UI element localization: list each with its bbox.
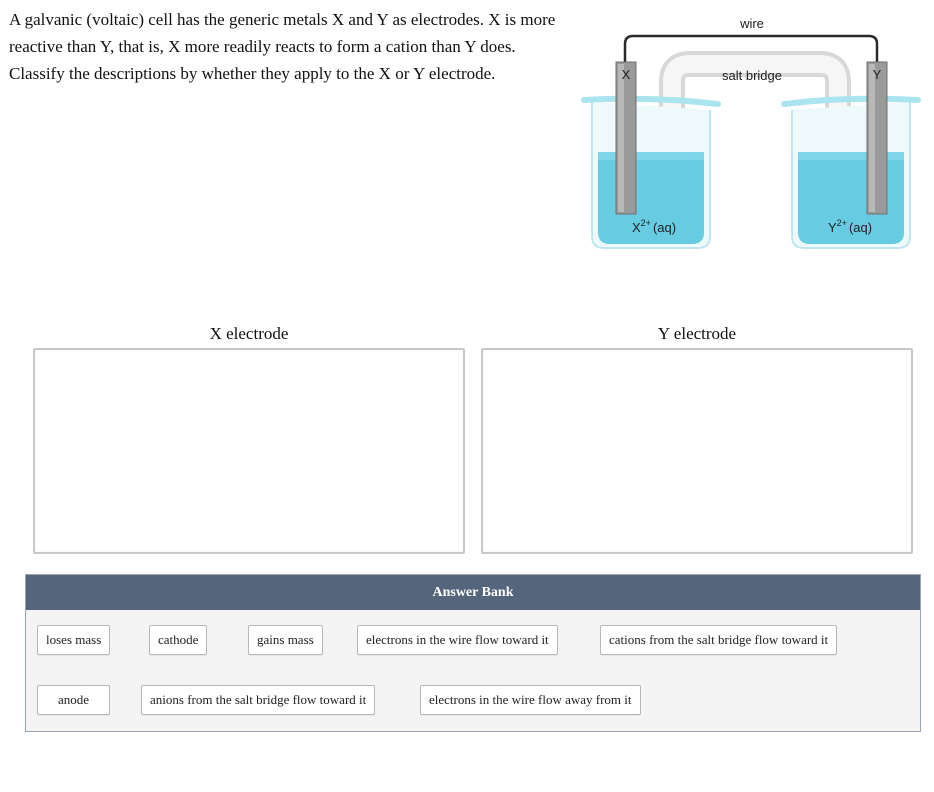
electrode-x-label: X xyxy=(621,67,631,82)
solution-y-label: $Y^{2+}$ (aq) xyxy=(828,218,873,235)
answer-chip-anions-toward[interactable]: anions from the salt bridge flow toward it xyxy=(141,685,375,715)
answer-chip-anode[interactable]: anode xyxy=(37,685,110,715)
answer-chip-electrons-toward[interactable]: electrons in the wire flow toward it xyxy=(357,625,558,655)
question-text: A galvanic (voltaic) cell has the generic metals X and Y as electrodes. X is more reactive than Y, that is, X more readily reacts to form a cation than Y does. Classify the descriptions by whether they apply to the X or Y electrode. xyxy=(9,10,556,83)
x-electrode-title: X electrode xyxy=(209,324,289,343)
answer-chip-cations-toward[interactable]: cations from the salt bridge flow toward it xyxy=(600,625,837,655)
beaker-x xyxy=(584,99,718,248)
salt-bridge-label: salt bridge xyxy=(722,68,782,83)
galvanic-cell-figure xyxy=(580,0,934,270)
answer-chip-loses-mass[interactable]: loses mass xyxy=(37,625,110,655)
answer-chip-gains-mass[interactable]: gains mass xyxy=(248,625,323,655)
y-electrode-title: Y electrode xyxy=(657,324,737,343)
electrode-y-label: Y xyxy=(872,67,882,82)
electrode-y xyxy=(867,62,887,214)
answer-bank xyxy=(25,574,921,732)
electrode-x xyxy=(616,62,636,214)
answer-bank-title: Answer Bank xyxy=(26,575,920,610)
y-electrode-drop-zone[interactable] xyxy=(481,348,913,554)
answer-chip-cathode[interactable]: cathode xyxy=(149,625,207,655)
answer-chip-electrons-away[interactable]: electrons in the wire flow away from it xyxy=(420,685,641,715)
x-electrode-drop-zone[interactable] xyxy=(33,348,465,554)
solution-x-label: $X^{2+}$ (aq) xyxy=(632,218,677,235)
wire-label: wire xyxy=(740,16,764,31)
